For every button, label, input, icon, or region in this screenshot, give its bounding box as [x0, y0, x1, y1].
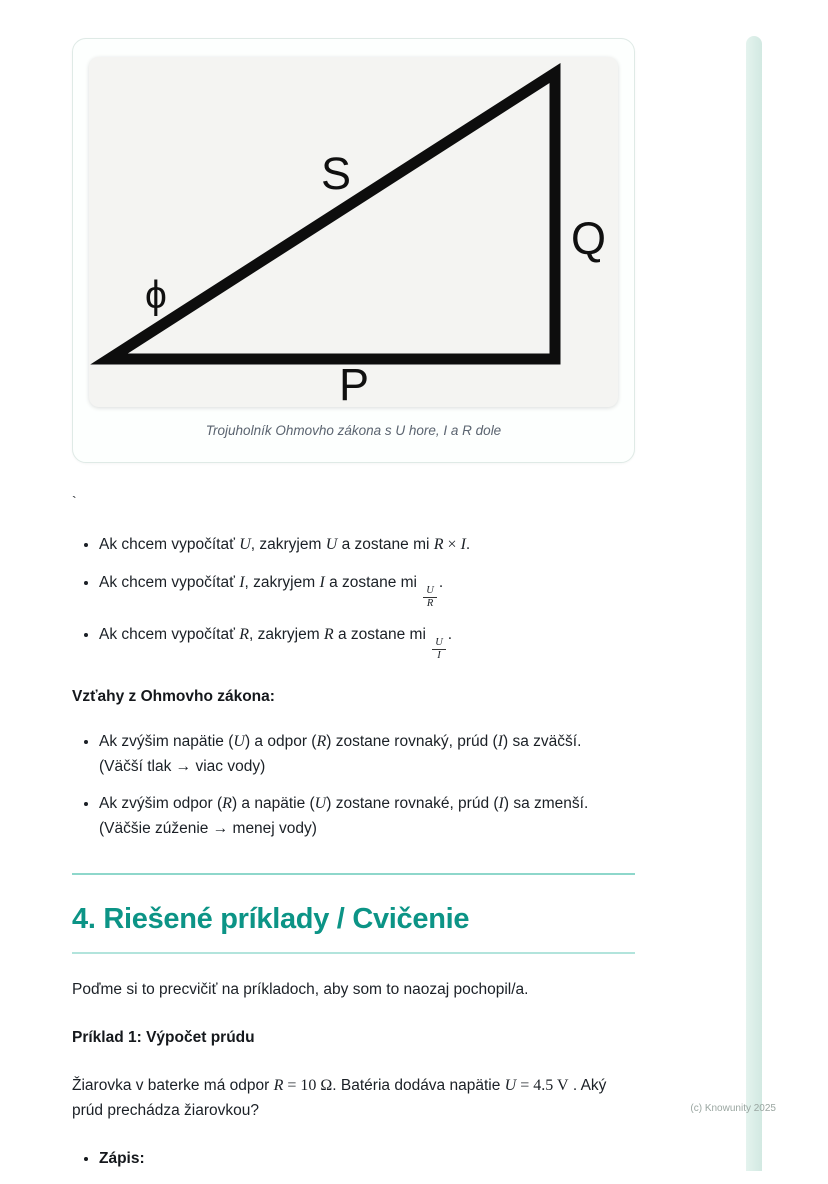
math-var: R	[316, 733, 327, 751]
math-var: U	[325, 536, 338, 553]
math-var: R	[433, 536, 444, 553]
triangle-label-phi: ϕ	[145, 274, 167, 317]
example-heading: Príklad 1: Výpočet prúdu	[72, 1028, 255, 1046]
figure-card	[72, 38, 635, 463]
list-item	[99, 623, 635, 662]
list-item	[99, 533, 635, 558]
math-var: I	[460, 536, 466, 553]
text-run: . Aký prúd prechádza žiarovkou?	[72, 1076, 607, 1119]
text-run: ) zostane rovnaké, prúd (	[326, 794, 499, 812]
triangle-shape	[109, 73, 555, 359]
math-var: U	[239, 536, 251, 553]
text-run: , zakryjem	[248, 625, 324, 643]
triangle-label-p: P	[339, 359, 370, 407]
list-item	[99, 1147, 635, 1171]
watermark: (c) Knowunity 2025	[690, 1103, 776, 1114]
text-run: .	[465, 536, 471, 553]
figure-panel	[89, 57, 618, 407]
page-edge-strip	[746, 36, 762, 1171]
relations-heading: Vzťahy z Ohmovho zákona:	[72, 688, 275, 706]
cover-rules-list	[72, 533, 635, 662]
fraction	[423, 585, 437, 610]
triangle-label-s: S	[321, 148, 352, 199]
section-intro: Poďme si to precvičiť na príkladoch, aby som to naozaj pochopil/a.	[72, 980, 529, 998]
list-item	[99, 571, 635, 610]
fraction-numerator: U	[423, 585, 437, 598]
figure-caption: Trojuholník Ohmovho zákona s U hore, I a R dole	[205, 423, 502, 438]
text-run: ) a odpor (	[244, 733, 317, 751]
text-run: Ak zvýšim odpor (	[99, 794, 223, 812]
math-text: = 10 Ω	[283, 1076, 333, 1094]
text-run: .	[438, 573, 444, 591]
analogy-note: (Väčšie zúženie → menej vody)	[99, 819, 317, 837]
math-var: I	[239, 573, 245, 591]
math-var: I	[498, 794, 504, 812]
fraction-denominator: R	[426, 597, 434, 609]
text-run: Ak chcem vypočítať	[99, 536, 240, 553]
ohms-law-triangle	[89, 57, 618, 407]
zapis-list	[72, 1147, 635, 1171]
text-run: Žiarovka v baterke má odpor	[72, 1076, 274, 1094]
fraction-numerator: U	[432, 637, 446, 650]
section-heading: 4. Riešené príklady / Cvičenie	[72, 902, 470, 935]
zapis-label: Zápis:	[99, 1149, 145, 1167]
text-run: ) a napätie (	[231, 794, 315, 812]
math-var: R	[239, 625, 249, 643]
math-text: = 4.5 V	[516, 1076, 569, 1094]
section-divider	[72, 873, 635, 875]
text-run: Ak chcem vypočítať	[99, 573, 240, 591]
text-run: .	[447, 625, 453, 643]
text-run: , zakryjem	[250, 536, 326, 553]
relations-list	[72, 730, 635, 841]
math-operator: ×	[443, 536, 461, 553]
fraction	[432, 637, 446, 662]
document-content	[72, 0, 635, 1184]
math-var: U	[504, 1076, 517, 1094]
section-heading-underline	[72, 952, 635, 954]
fraction-denominator: I	[437, 649, 441, 661]
math-var: U	[233, 733, 245, 751]
text-run: . Batéria dodáva napätie	[332, 1076, 505, 1094]
list-item	[99, 792, 635, 841]
math-var: R	[273, 1076, 284, 1094]
math-var: U	[314, 794, 327, 812]
list-item	[99, 730, 635, 779]
example-body	[72, 1074, 635, 1123]
math-var: R	[222, 794, 232, 812]
triangle-label-q: Q	[571, 213, 607, 264]
text-run: ) zostane rovnaký, prúd (	[326, 733, 498, 751]
text-run: a zostane mi	[337, 536, 434, 553]
analogy-note: (Väčší tlak → viac vody)	[99, 757, 266, 775]
math-var: R	[323, 625, 334, 643]
text-run: a zostane mi	[333, 625, 431, 643]
stray-backtick: `	[72, 493, 77, 509]
math-var: I	[319, 573, 325, 591]
text-run: ) sa zmenší.	[503, 794, 589, 812]
text-run: , zakryjem	[244, 573, 320, 591]
text-run: Ak chcem vypočítať	[99, 625, 240, 643]
text-run: Ak zvýšim napätie (	[99, 733, 234, 751]
text-run: ) sa zväčší.	[503, 733, 582, 751]
text-run: a zostane mi	[324, 573, 422, 591]
math-var: I	[497, 733, 504, 751]
